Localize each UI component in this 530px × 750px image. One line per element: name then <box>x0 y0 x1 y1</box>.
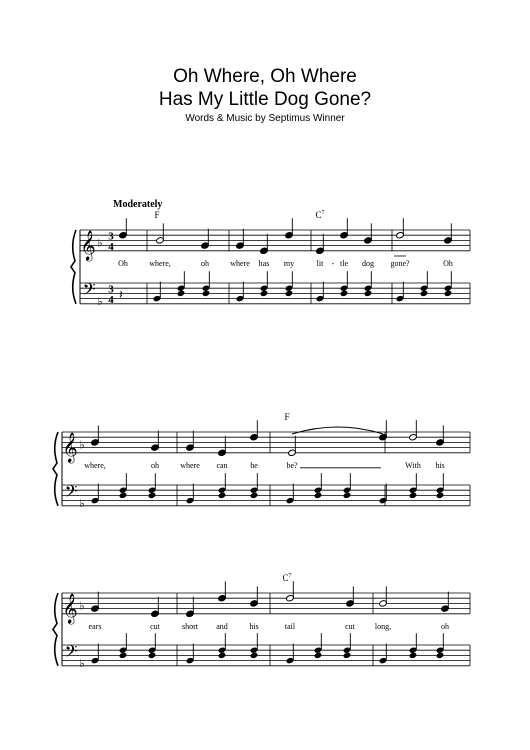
bass-note-head <box>314 652 323 659</box>
chord-symbol: F <box>284 412 290 422</box>
lyric-word: oh <box>201 258 209 268</box>
bass-note-head <box>343 492 352 499</box>
key-signature-flat-icon: ♭ <box>79 438 85 452</box>
bass-note-head <box>148 492 157 499</box>
bass-note-head <box>119 652 128 659</box>
bass-clef-icon: 𝄢 <box>64 641 78 665</box>
lyric-word: his <box>249 621 259 631</box>
bass-note-head <box>340 290 349 297</box>
bass-note-head <box>250 492 259 499</box>
treble-clef-icon: 𝄞 <box>62 432 78 463</box>
lyric-word: With <box>405 460 421 470</box>
chord-symbol: $C^7$ <box>282 573 292 583</box>
lyric-word: where, <box>149 258 171 268</box>
bass-note-head <box>218 492 227 499</box>
time-signature-numerator: 3 <box>108 283 114 296</box>
bass-note-head <box>409 652 418 659</box>
lyric-word: oh <box>441 621 449 631</box>
bass-note-head <box>285 290 294 297</box>
lyric-word: be? <box>286 460 298 470</box>
bass-note-head <box>119 492 128 499</box>
key-signature-flat-icon: ♭ <box>97 236 103 250</box>
lyric-word: where <box>230 258 250 268</box>
bass-note-head <box>250 652 259 659</box>
brace <box>53 593 58 666</box>
lyric-word: tle <box>340 258 348 268</box>
lyric-word: has <box>258 258 270 268</box>
bass-note-head <box>148 652 157 659</box>
brace <box>71 230 76 304</box>
bass-note-head <box>436 652 445 659</box>
lyric-word: where, <box>84 460 106 470</box>
bass-note-head <box>343 652 352 659</box>
bass-note-head <box>314 492 323 499</box>
bass-note-head <box>409 492 418 499</box>
bass-note-head <box>260 290 269 297</box>
time-signature-denominator: 4 <box>108 240 114 253</box>
bass-note-head <box>420 290 429 297</box>
bass-note-head <box>444 290 453 297</box>
treble-clef-icon: 𝄞 <box>62 593 78 624</box>
quarter-rest-icon: 𝄽 <box>119 287 123 302</box>
bass-note-head <box>436 492 445 499</box>
tempo-marking: Moderately <box>113 199 163 210</box>
lyric-word: short <box>182 621 198 631</box>
treble-clef-icon: 𝄞 <box>80 230 96 261</box>
chord-symbol: F <box>154 210 160 220</box>
bass-note-head <box>218 652 227 659</box>
lyric-word: cut <box>345 621 355 631</box>
key-signature-flat-icon: ♭ <box>97 294 103 308</box>
composer-credit: Words & Music by Septimus Winner <box>185 113 345 124</box>
bass-clef-icon: 𝄢 <box>64 481 78 505</box>
chord-symbol: $C^7$ <box>315 210 325 220</box>
lyric-word: - <box>331 258 335 268</box>
lyric-word: where <box>180 460 200 470</box>
lyric-word: oh <box>151 460 159 470</box>
lyric-word: his <box>435 460 445 470</box>
lyric-word: my <box>283 258 295 268</box>
lyric-word: he <box>250 460 258 470</box>
lyric-word: tail <box>284 621 296 631</box>
lyric-word: can <box>216 460 228 470</box>
key-signature-flat-icon: ♭ <box>79 599 85 613</box>
song-title-line-1: Oh Where, Oh Where <box>173 66 357 87</box>
lyric-word: cut <box>150 621 160 631</box>
bass-note-head <box>364 290 373 297</box>
key-signature-flat-icon: ♭ <box>79 656 85 670</box>
brace <box>53 432 58 506</box>
song-title-line-2: Has My Little Dog Gone? <box>158 89 372 110</box>
lyric-word: and <box>216 621 228 631</box>
lyric-word: ears <box>88 621 102 631</box>
lyric-word: Oh <box>118 258 128 268</box>
time-signature-numerator: 3 <box>108 230 114 243</box>
bass-clef-icon: 𝄢 <box>82 279 96 303</box>
bass-note-head <box>202 290 211 297</box>
lyric-word: dog <box>362 258 374 268</box>
time-signature-denominator: 4 <box>108 293 114 306</box>
key-signature-flat-icon: ♭ <box>79 496 85 510</box>
tie <box>292 427 383 434</box>
bass-note-head <box>177 290 186 297</box>
lyric-word: Oh <box>443 258 453 268</box>
lyric-word: long, <box>374 621 392 631</box>
lyric-word: lit <box>316 258 324 268</box>
lyric-word: gone? <box>390 258 410 268</box>
